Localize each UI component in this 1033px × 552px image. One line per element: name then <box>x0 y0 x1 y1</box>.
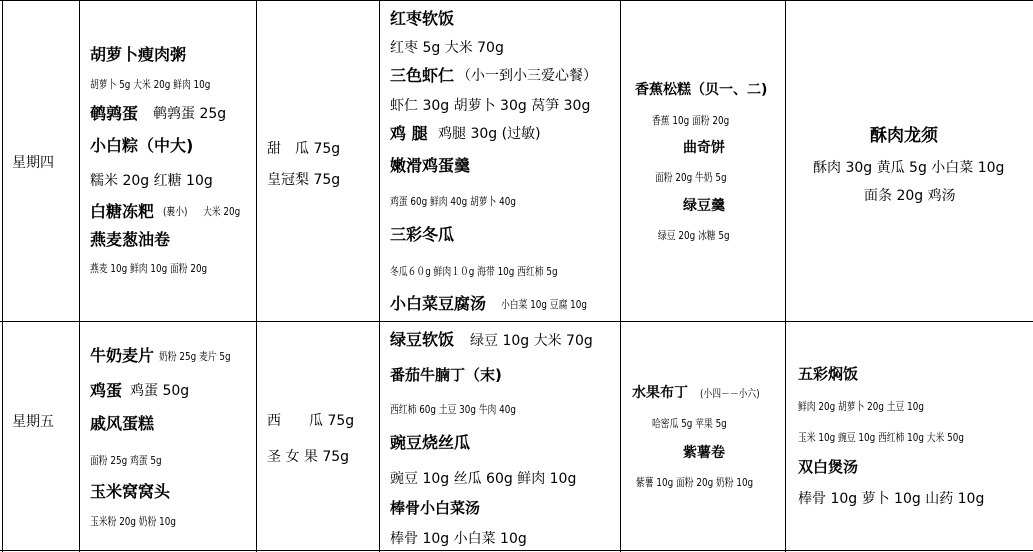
dish-ingredients: 鸡蛋 60g 鲜肉 40g 胡萝卜 40g <box>390 195 516 208</box>
dish-ingredients: 玉米 10g 豌豆 10g 西红柿 10g 大米 50g <box>798 431 964 444</box>
dish-name: 番茄牛腩丁（末) <box>390 366 502 384</box>
dish-ingredients: 香蕉 10g 面粉 20g <box>652 114 730 127</box>
dish-name: 红枣软饭 <box>390 9 455 28</box>
dish-ingredients: 豌豆 10g 丝瓜 60g 鲜肉 10g <box>390 471 577 487</box>
fruit-item: 皇冠梨 75g <box>267 172 341 188</box>
day-label: 星期五 <box>12 414 54 430</box>
day-label: 星期四 <box>12 155 54 171</box>
fruit-item: 圣 女 果 75g <box>267 449 350 465</box>
table-border-left <box>2 0 3 552</box>
dish-name: 鸡蛋 <box>90 381 123 400</box>
dish-ingredients: 奶粉 25g 麦片 5g <box>159 350 231 363</box>
dish-name: 鸡 腿 <box>390 124 428 143</box>
dish-ingredients: 鹌鹑蛋 25g <box>153 106 227 122</box>
dish-name: 紫薯卷 <box>683 445 725 461</box>
dish-ingredients: 紫薯 10g 面粉 20g 奶粉 10g <box>636 476 754 489</box>
dish-name: 燕麦葱油卷 <box>90 230 171 249</box>
dish-note: (小四－－小六) <box>700 387 760 400</box>
dish-name: 鹌鹑蛋 <box>90 104 139 123</box>
dish-name: 酥肉龙须 <box>870 126 938 146</box>
dish-ingredients: 棒骨 10g 小白菜 10g <box>390 531 527 547</box>
table-divider <box>620 0 621 552</box>
dish-ingredients: 面条 20g 鸡汤 <box>864 188 956 204</box>
dish-name: 绿豆羹 <box>683 198 725 214</box>
fruit-item: 西 瓜 75g <box>267 413 355 429</box>
dish-name: 玉米窝窝头 <box>90 482 171 501</box>
dish-ingredients: 胡萝卜 5g 大米 20g 鲜肉 10g <box>90 78 211 91</box>
dish-name: 豌豆烧丝瓜 <box>390 433 471 452</box>
table-border-bottom <box>0 550 1033 551</box>
dish-ingredients: 玉米粉 20g 奶粉 10g <box>90 515 176 528</box>
dish-name: 曲奇饼 <box>683 140 725 156</box>
dish-name: 香蕉松糕（贝一、二) <box>635 82 768 98</box>
dish-ingredients: 西红柿 60g 土豆 30g 牛肉 40g <box>390 403 516 416</box>
dish-ingredients: 冬瓜６０g 鲜肉１０g 海带 10g 西红柿 5g <box>390 265 558 278</box>
fruit-item: 甜 瓜 75g <box>267 141 341 157</box>
row-divider <box>0 321 1033 322</box>
table-border-top <box>0 0 1033 1</box>
table-divider <box>256 0 257 552</box>
dish-ingredients: 面粉 20g 牛奶 5g <box>655 171 727 184</box>
dish-name: 三彩冬瓜 <box>390 225 455 244</box>
dish-ingredients: 红枣 5g 大米 70g <box>390 40 504 56</box>
dish-ingredients: 鲜肉 20g 胡萝卜 20g 土豆 10g <box>798 400 924 413</box>
dish-ingredients: 绿豆 20g 冰糖 5g <box>658 229 730 242</box>
dish-name: 白糖冻粑 <box>90 202 155 221</box>
dish-name: 水果布丁 <box>632 385 688 401</box>
dish-ingredients: 鸡蛋 50g <box>130 383 190 399</box>
dish-name: 三色虾仁 <box>390 66 455 85</box>
dish-name: 嫩滑鸡蛋羹 <box>390 156 471 175</box>
table-divider <box>379 0 380 552</box>
dish-name: 绿豆软饭 <box>390 330 455 349</box>
dish-name: 五彩焖饭 <box>798 365 859 383</box>
dish-ingredients: 小白菜 10g 豆腐 10g <box>501 298 587 311</box>
dish-name: 双白煲汤 <box>798 458 859 476</box>
dish-note: （小一到小三爱心餐） <box>457 68 597 84</box>
dish-ingredients: 棒骨 10g 萝卜 10g 山药 10g <box>798 491 985 507</box>
dish-ingredients: 鸡腿 30g (过敏) <box>438 126 541 142</box>
dish-ingredients: 面粉 25g 鸡蛋 5g <box>90 454 162 467</box>
dish-ingredients: 大米 20g <box>203 205 241 218</box>
dish-ingredients: 哈密瓜 5g 苹果 5g <box>652 417 727 430</box>
table-divider <box>79 0 80 552</box>
table-divider <box>785 0 786 552</box>
dish-name: 胡萝卜瘦肉粥 <box>90 45 187 64</box>
dish-name: 小白菜豆腐汤 <box>390 294 487 313</box>
dish-ingredients: 虾仁 30g 胡萝卜 30g 莴笋 30g <box>390 98 591 114</box>
dish-note: (裹小) <box>163 205 188 218</box>
dish-name: 牛奶麦片 <box>90 346 155 365</box>
dish-name: 棒骨小白菜汤 <box>390 499 481 517</box>
dish-ingredients: 酥肉 30g 黄瓜 5g 小白菜 10g <box>813 160 1005 176</box>
dish-ingredients: 燕麦 10g 鲜肉 10g 面粉 20g <box>90 262 208 275</box>
dish-name: 小白粽（中大) <box>90 136 194 155</box>
dish-ingredients: 绿豆 10g 大米 70g <box>470 333 593 349</box>
dish-ingredients: 糯米 20g 红糖 10g <box>90 173 213 189</box>
dish-name: 戚风蛋糕 <box>90 414 155 433</box>
